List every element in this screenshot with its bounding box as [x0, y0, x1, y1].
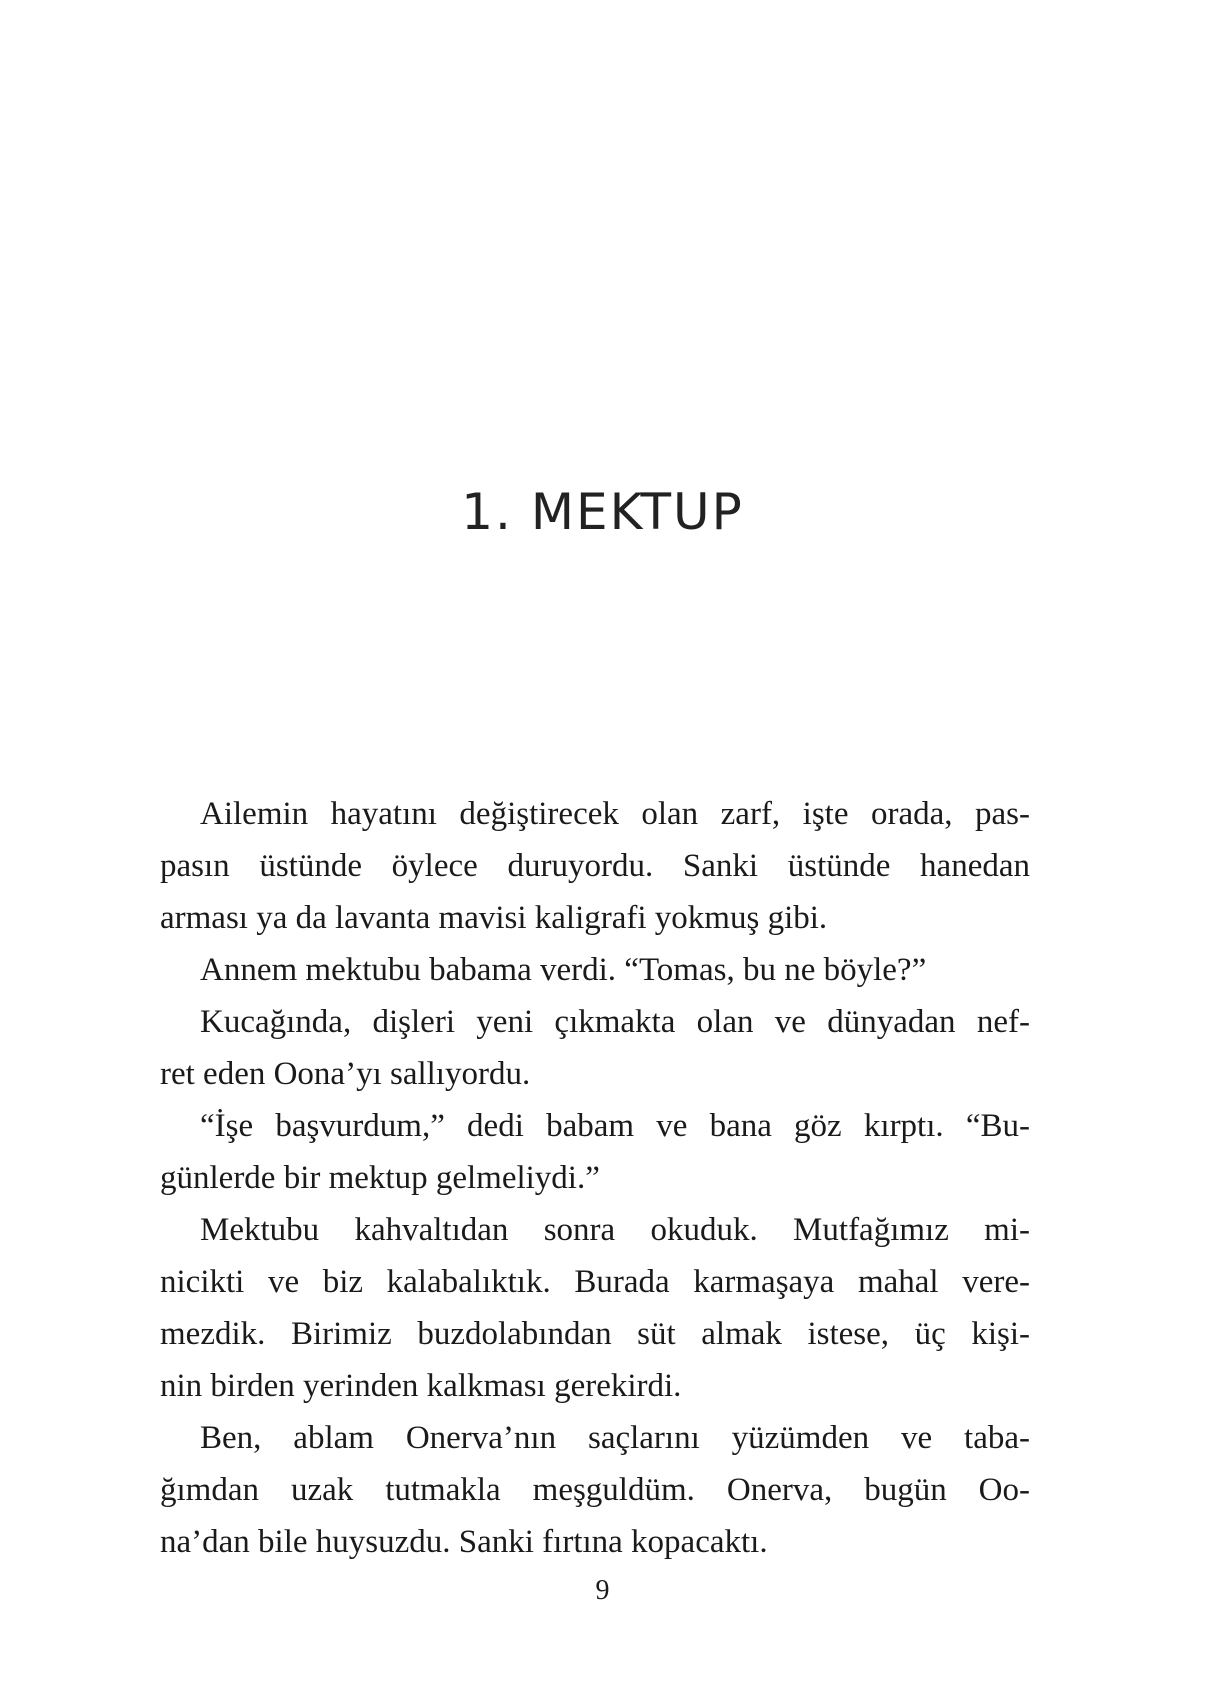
text-line: Kucağında, dişleri yeni çıkmakta olan ve dünyadan nef- — [200, 1004, 1030, 1040]
text-line: mezdik. Birimiz buzdolabından süt almak istese, üç kişi- — [160, 1316, 1030, 1352]
text-line: na’dan bile huysuzdu. Sanki fırtına kopacaktı. — [160, 1524, 768, 1560]
chapter-title: 1. MEKTUP — [461, 483, 744, 541]
text-line: pasın üstünde öylece duruyordu. Sanki üstünde hanedan — [160, 848, 1030, 884]
text-line: Ben, ablam Onerva’nın saçlarını yüzümden ve taba- — [200, 1420, 1030, 1456]
text-line: Ailemin hayatını değiştirecek olan zarf, işte orada, pas- — [200, 796, 1030, 832]
text-line: nicikti ve biz kalabalıktık. Burada karmaşaya mahal vere- — [160, 1264, 1030, 1300]
text-line: “İşe başvurdum,” dedi babam ve bana göz kırptı. “Bu- — [200, 1108, 1030, 1144]
page-number: 9 — [595, 1575, 610, 1606]
text-line: ğımdan uzak tutmakla meşguldüm. Onerva, bugün Oo- — [160, 1472, 1030, 1508]
text-line: ret eden Oona’yı sallıyordu. — [160, 1056, 531, 1092]
text-line: Annem mektubu babama verdi. “Tomas, bu ne böyle?” — [200, 952, 927, 988]
text-line: arması ya da lavanta mavisi kaligrafi yokmuş gibi. — [160, 900, 828, 936]
text-line: nin birden yerinden kalkması gerekirdi. — [160, 1368, 682, 1404]
text-line: günlerde bir mektup gelmeliydi.” — [160, 1160, 600, 1196]
text-line: Mektubu kahvaltıdan sonra okuduk. Mutfağımız mi- — [200, 1212, 1030, 1248]
chapter-body — [160, 788, 1030, 1568]
